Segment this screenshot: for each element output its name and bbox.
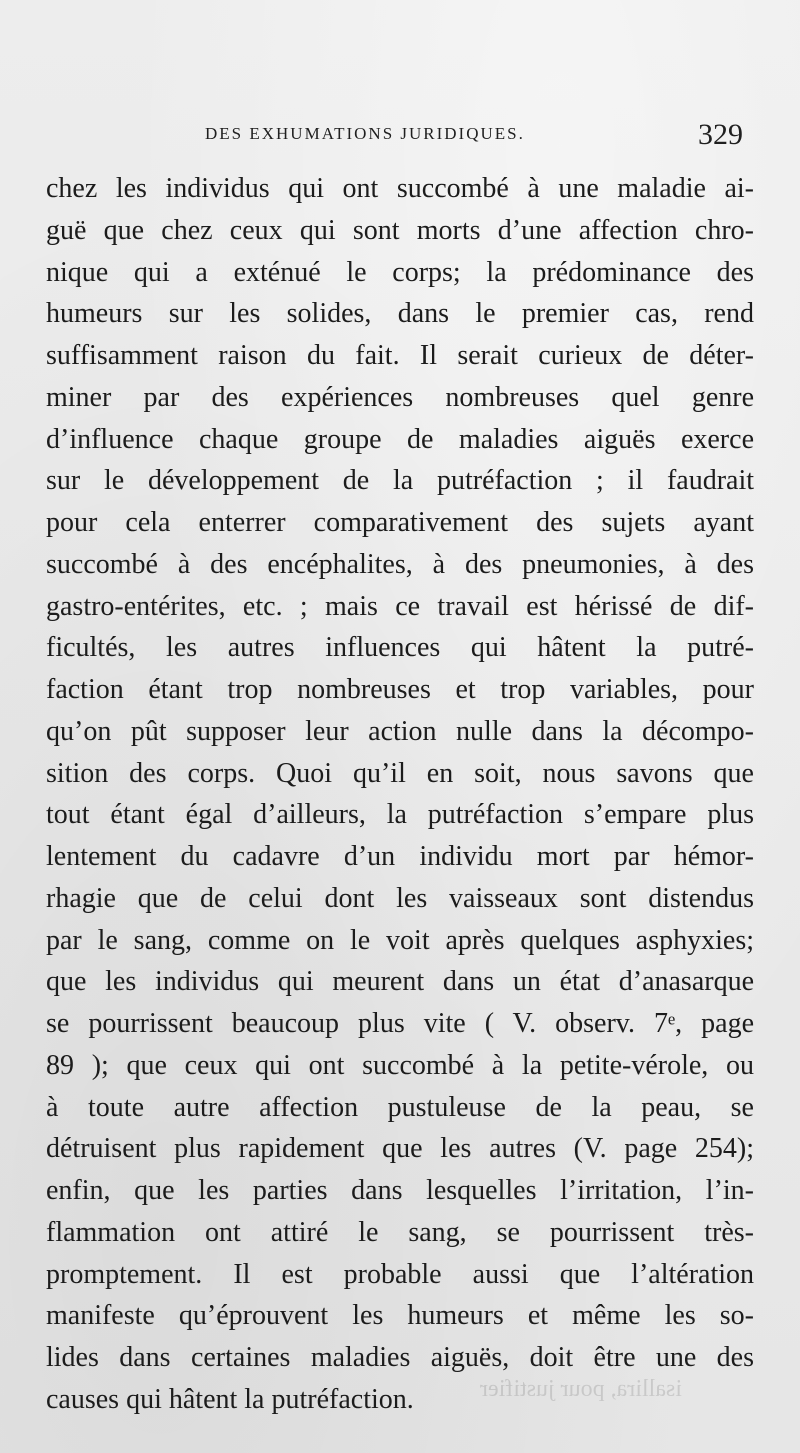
text-line: sition des corps. Quoi qu’il en soit, nous savons que <box>46 757 754 789</box>
text-line: promptement. Il est probable aussi que l’altération <box>46 1258 754 1290</box>
text-line: guë que chez ceux qui sont morts d’une affection chro- <box>46 214 754 246</box>
text-line: flammation ont attiré le sang, se pourrissent très- <box>46 1216 754 1248</box>
text-line: à toute autre affection pustuleuse de la peau, se <box>46 1091 754 1123</box>
text-line: manifeste qu’éprouvent les humeurs et même les so- <box>46 1300 754 1332</box>
text-line: tout étant égal d’ailleurs, la putréfaction s’empare plus <box>46 799 754 831</box>
bleed-through-text: isallira, pour justifier <box>480 1376 682 1402</box>
text-line: succombé à des encéphalites, à des pneumonies, à des <box>46 548 754 580</box>
text-line: que les individus qui meurent dans un état d’anasarque <box>46 966 754 998</box>
text-line: se pourrissent beaucoup plus vite ( V. observ. 7ᵉ, page <box>46 1008 754 1039</box>
text-line: qu’on pût supposer leur action nulle dans la décompo- <box>46 715 754 747</box>
running-title: DES EXHUMATIONS JURIDIQUES. <box>205 124 525 143</box>
text-line: causes qui hâtent la putréfaction. <box>46 1383 414 1415</box>
page-number: 329 <box>698 118 743 151</box>
text-line: sur le développement de la putréfaction ; il faudrait <box>46 465 754 497</box>
text-line: faction étant trop nombreuses et trop variables, pour <box>46 674 754 705</box>
body-text <box>46 168 754 1421</box>
text-line: d’influence chaque groupe de maladies aiguës exerce <box>46 423 754 455</box>
text-line: lides dans certaines maladies aiguës, doit être une des <box>46 1342 754 1373</box>
text-line: nique qui a exténué le corps; la prédominance des <box>46 256 754 288</box>
text-line: chez les individus qui ont succombé à une maladie ai- <box>46 173 754 204</box>
text-line: enfin, que les parties dans lesquelles l’irritation, l’in- <box>46 1175 754 1206</box>
text-line: détruisent plus rapidement que les autres (V. page 254); <box>46 1133 754 1165</box>
text-line: par le sang, comme on le voit après quelques asphyxies; <box>46 924 754 956</box>
text-line: miner par des expériences nombreuses quel genre <box>46 381 754 413</box>
text-line: ficultés, les autres influences qui hâtent la putré- <box>46 632 754 664</box>
text-line: 89 ); que ceux qui ont succombé à la petite-vérole, ou <box>46 1049 754 1081</box>
page-header <box>0 118 800 154</box>
text-line: rhagie que de celui dont les vaisseaux sont distendus <box>46 882 754 914</box>
text-line: humeurs sur les solides, dans le premier cas, rend <box>46 298 754 330</box>
text-line: gastro-entérites, etc. ; mais ce travail est hérissé de dif- <box>46 590 754 622</box>
text-line: pour cela enterrer comparativement des sujets ayant <box>46 507 754 538</box>
text-line: lentement du cadavre d’un individu mort par hémor- <box>46 841 754 872</box>
text-line: suffisamment raison du fait. Il serait curieux de déter- <box>46 340 754 371</box>
